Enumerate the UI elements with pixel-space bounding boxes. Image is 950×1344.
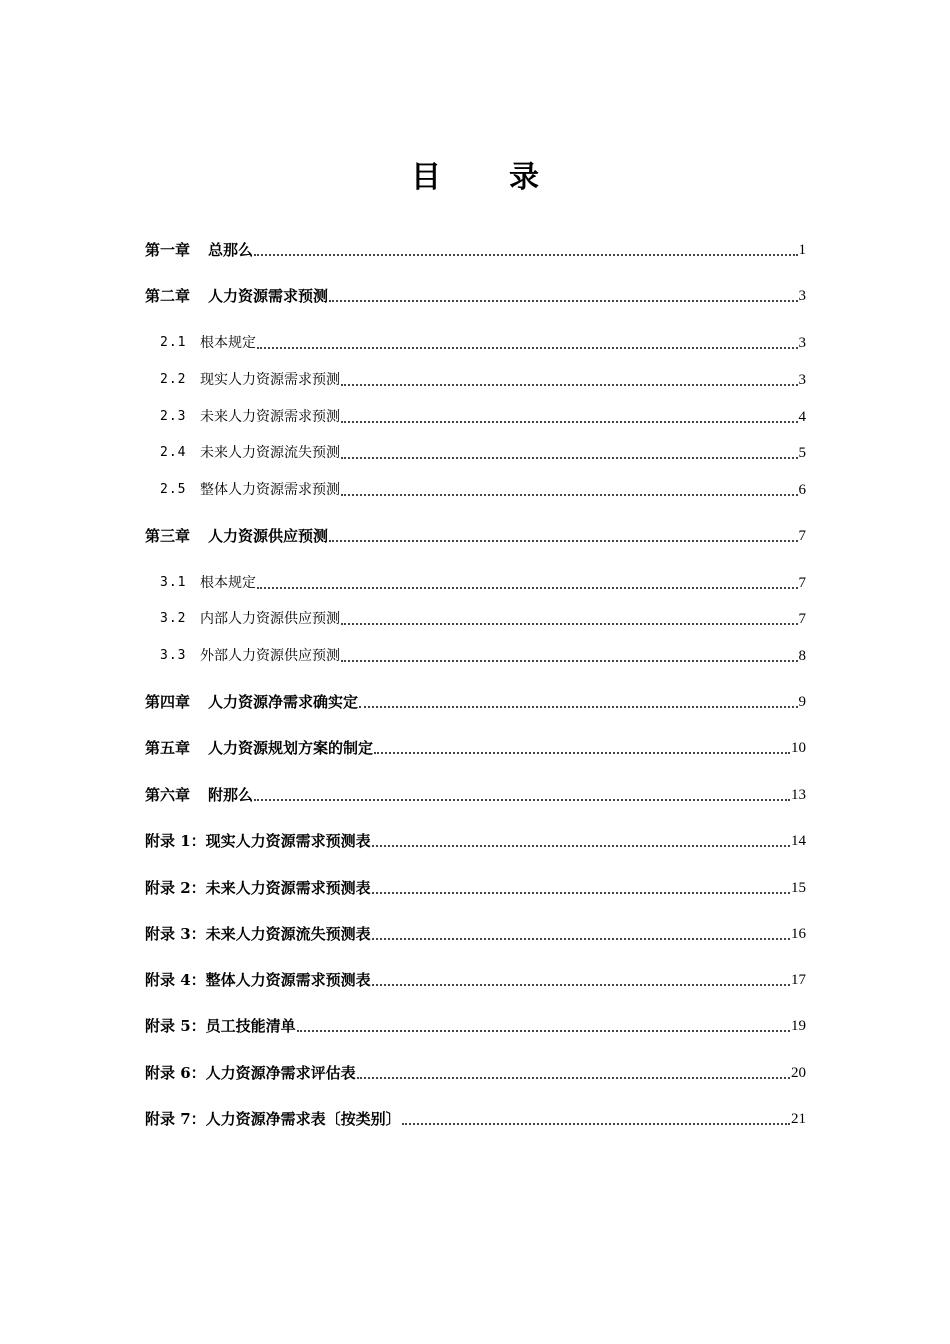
toc-chapter-entry[interactable] bbox=[145, 238, 806, 260]
toc-section-number: 2.4 bbox=[160, 445, 187, 460]
toc-chapter-entry[interactable] bbox=[145, 922, 806, 944]
toc-section-number: 2.3 bbox=[160, 409, 187, 424]
toc-dot-leader bbox=[254, 254, 797, 256]
toc-chapter-entry[interactable] bbox=[145, 968, 806, 990]
toc-subsection-entry[interactable] bbox=[160, 607, 806, 629]
toc-dot-leader bbox=[341, 421, 798, 423]
toc-entry-text-group bbox=[145, 831, 371, 851]
toc-chapter-label: 第四章 bbox=[145, 693, 191, 711]
toc-dot-leader bbox=[341, 494, 798, 496]
toc-page-number: 1 bbox=[798, 242, 806, 258]
toc-entry-title: 整体人力资源需求预测 bbox=[200, 482, 340, 498]
toc-entry-title: 总那么 bbox=[208, 241, 254, 259]
toc-dot-leader bbox=[372, 892, 790, 894]
toc-page-number: 20 bbox=[791, 1065, 806, 1081]
toc-chapter-label: 第二章 bbox=[145, 287, 191, 305]
toc-chapter-entry[interactable] bbox=[145, 284, 806, 306]
toc-section-number: 3.3 bbox=[160, 648, 187, 663]
toc-entry-title: 外部人力资源供应预测 bbox=[200, 648, 340, 664]
toc-entry-title: 未来人力资源需求预测 bbox=[200, 409, 340, 425]
toc-chapter-label: 第三章 bbox=[145, 527, 191, 545]
toc-dot-leader bbox=[297, 1030, 790, 1032]
toc-page-number: 6 bbox=[798, 482, 806, 498]
toc-entry-title: 根本规定 bbox=[200, 575, 256, 591]
toc-entry-title: 附录 3：未来人力资源流失预测表 bbox=[145, 925, 371, 943]
toc-chapter-entry[interactable] bbox=[145, 876, 806, 898]
toc-subsection-entry[interactable] bbox=[160, 405, 806, 427]
toc-dot-leader bbox=[374, 752, 790, 754]
toc-page-number: 14 bbox=[791, 833, 806, 849]
toc-dot-leader bbox=[257, 587, 798, 589]
toc-subsection-entry[interactable] bbox=[160, 331, 806, 353]
toc-section-number: 2.2 bbox=[160, 372, 187, 387]
toc-entry-text-group bbox=[160, 443, 340, 463]
toc-entry-text-group bbox=[160, 333, 256, 353]
toc-dot-leader bbox=[257, 347, 798, 349]
toc-entry-text-group bbox=[160, 646, 340, 666]
toc-section-number: 2.5 bbox=[160, 482, 187, 497]
toc-subsection-entry[interactable] bbox=[160, 441, 806, 463]
toc-entry-text-group bbox=[160, 480, 340, 500]
toc-dot-leader bbox=[372, 984, 790, 986]
toc-page-number: 10 bbox=[791, 740, 806, 756]
toc-chapter-entry[interactable] bbox=[145, 736, 806, 758]
toc-chapter-entry[interactable] bbox=[145, 783, 806, 805]
toc-entry-text-group bbox=[145, 785, 253, 805]
toc-entry-title: 根本规定 bbox=[200, 335, 256, 351]
toc-chapter-label: 第五章 bbox=[145, 739, 191, 757]
toc-page-number: 4 bbox=[798, 409, 806, 425]
toc-entry-title: 人力资源需求预测 bbox=[208, 287, 329, 305]
toc-page-number: 19 bbox=[791, 1018, 806, 1034]
toc-entry-text-group bbox=[145, 286, 328, 306]
toc-chapter-entry[interactable] bbox=[145, 1107, 806, 1129]
toc-entry-text-group bbox=[145, 970, 371, 990]
toc-dot-leader bbox=[329, 540, 797, 542]
toc-dot-leader bbox=[341, 384, 798, 386]
toc-dot-leader bbox=[359, 706, 797, 708]
toc-entry-text-group bbox=[145, 240, 253, 260]
toc-entry-text-group bbox=[145, 924, 371, 944]
toc-entry-title: 附录 4：整体人力资源需求预测表 bbox=[145, 971, 371, 989]
toc-page-number: 3 bbox=[798, 335, 806, 351]
toc-entry-title: 附录 7：人力资源净需求表〔按类别〕 bbox=[145, 1110, 401, 1128]
toc-dot-leader bbox=[341, 457, 798, 459]
toc-entry-title: 附录 5：员工技能清单 bbox=[145, 1017, 296, 1035]
toc-title: 目录 bbox=[411, 160, 607, 195]
toc-entry-text-group bbox=[160, 573, 256, 593]
toc-dot-leader bbox=[357, 1077, 790, 1079]
toc-dot-leader bbox=[254, 799, 790, 801]
toc-chapter-entry[interactable] bbox=[145, 690, 806, 712]
toc-entry-title: 附那么 bbox=[208, 786, 254, 804]
toc-page-number: 16 bbox=[791, 926, 806, 942]
toc-entry-text-group bbox=[145, 526, 328, 546]
toc-chapter-entry[interactable] bbox=[145, 524, 806, 546]
toc-entry-text-group bbox=[160, 407, 340, 427]
toc-entry-text-group bbox=[145, 1109, 401, 1129]
toc-page-number: 8 bbox=[798, 648, 806, 664]
toc-page-number: 13 bbox=[791, 787, 806, 803]
toc-entry-text-group bbox=[160, 370, 340, 390]
toc-section-number: 3.2 bbox=[160, 611, 187, 626]
toc-dot-leader bbox=[329, 300, 797, 302]
toc-entry-text-group bbox=[145, 878, 371, 898]
toc-chapter-entry[interactable] bbox=[145, 1061, 806, 1083]
toc-entry-text-group bbox=[145, 1063, 356, 1083]
toc-entry-title: 未来人力资源流失预测 bbox=[200, 445, 340, 461]
toc-chapter-entry[interactable] bbox=[145, 1014, 806, 1036]
toc-page-number: 9 bbox=[798, 694, 806, 710]
toc-page-number: 7 bbox=[798, 575, 806, 591]
toc-subsection-entry[interactable] bbox=[160, 644, 806, 666]
toc-subsection-entry[interactable] bbox=[160, 571, 806, 593]
toc-dot-leader bbox=[341, 623, 798, 625]
toc-entry-title: 附录 1：现实人力资源需求预测表 bbox=[145, 832, 371, 850]
toc-section-number: 2.1 bbox=[160, 335, 187, 350]
toc-page-number: 5 bbox=[798, 445, 806, 461]
toc-dot-leader bbox=[372, 938, 790, 940]
toc-entry-title: 附录 6：人力资源净需求评估表 bbox=[145, 1064, 356, 1082]
toc-page-number: 3 bbox=[798, 288, 806, 304]
toc-page-number: 7 bbox=[798, 528, 806, 544]
toc-entry-text-group bbox=[145, 692, 358, 712]
toc-entry-text-group bbox=[160, 609, 340, 629]
toc-entry-title: 人力资源规划方案的制定 bbox=[208, 739, 374, 757]
toc-subsection-entry[interactable] bbox=[160, 478, 806, 500]
toc-dot-leader bbox=[372, 845, 790, 847]
toc-chapter-label: 第六章 bbox=[145, 786, 191, 804]
toc-page-number: 15 bbox=[791, 880, 806, 896]
toc-page-number: 3 bbox=[798, 372, 806, 388]
toc-entry-text-group bbox=[145, 738, 373, 758]
toc-entry-title: 内部人力资源供应预测 bbox=[200, 611, 340, 627]
toc-chapter-label: 第一章 bbox=[145, 241, 191, 259]
toc-entry-title: 人力资源供应预测 bbox=[208, 527, 329, 545]
toc-subsection-entry[interactable] bbox=[160, 368, 806, 390]
toc-dot-leader bbox=[402, 1123, 790, 1125]
toc-entry-title: 人力资源净需求确实定 bbox=[208, 693, 359, 711]
toc-dot-leader bbox=[341, 660, 798, 662]
toc-page-number: 21 bbox=[791, 1111, 806, 1127]
toc-chapter-entry[interactable] bbox=[145, 829, 806, 851]
toc-entry-title: 附录 2：未来人力资源需求预测表 bbox=[145, 879, 371, 897]
toc-section-number: 3.1 bbox=[160, 575, 187, 590]
toc-entry-title: 现实人力资源需求预测 bbox=[200, 372, 340, 388]
toc-page-number: 7 bbox=[798, 611, 806, 627]
toc-entry-text-group bbox=[145, 1016, 296, 1036]
toc-page-number: 17 bbox=[791, 972, 806, 988]
